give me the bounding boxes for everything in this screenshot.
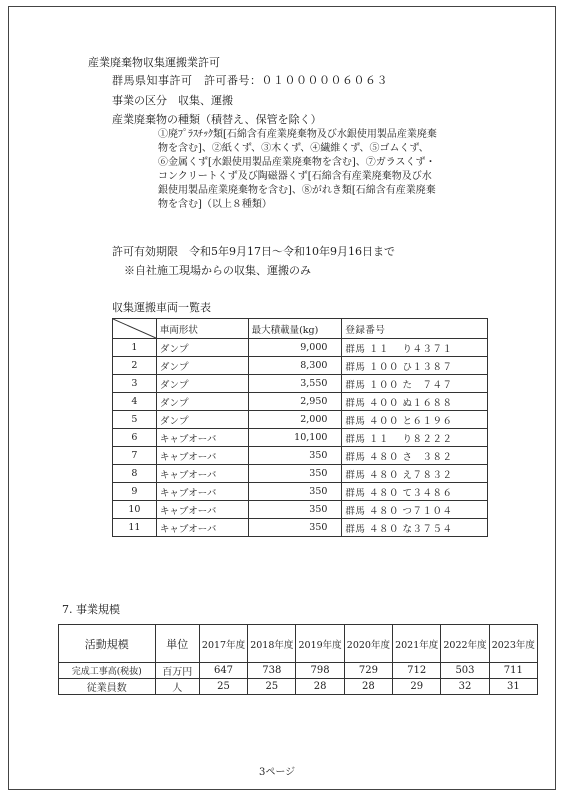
vehicle-max-load: 2,950 <box>248 393 342 411</box>
vehicle-registration: 群馬 １１ り４３７１ <box>342 339 488 357</box>
header-activity-scale: 活動規模 <box>59 625 156 663</box>
vehicle-no: 5 <box>113 411 157 429</box>
permit-note: ※自社施工現場からの収集、運搬のみ <box>124 264 311 277</box>
permit-validity: 許可有効期限 令和5年9月17日～令和10年9月16日まで <box>112 245 395 258</box>
vehicle-row <box>113 429 488 447</box>
row-value: 32 <box>441 679 489 695</box>
vehicle-no: 1 <box>113 339 157 357</box>
vehicle-no: 7 <box>113 447 157 465</box>
vehicle-shape: キャブオーバ <box>156 465 248 483</box>
permit-heading: 産業廃棄物収集運搬業許可 <box>88 56 220 69</box>
waste-types-detail-line: 物を含む]、②紙くず、③木くず、④繊維くず、⑤ゴムくず、 <box>158 143 429 154</box>
vehicle-shape: キャブオーバ <box>156 429 248 447</box>
header-unit: 単位 <box>155 625 199 663</box>
row-value: 25 <box>248 679 296 695</box>
vehicle-shape: ダンプ <box>156 357 248 375</box>
vehicle-shape: ダンプ <box>156 375 248 393</box>
vehicle-row <box>113 483 488 501</box>
header-year: 2022年度 <box>441 625 489 663</box>
business-scale-table <box>58 624 538 695</box>
row-unit: 人 <box>155 679 199 695</box>
vehicle-registration: 群馬 ４８０ さ ３８２ <box>342 447 488 465</box>
row-value: 729 <box>344 663 392 679</box>
permit-authority-line: 群馬県知事許可 許可番号：０１０００００６０６３ <box>112 74 388 87</box>
row-value: 647 <box>199 663 247 679</box>
header-year: 2021年度 <box>393 625 441 663</box>
vehicle-shape: ダンプ <box>156 339 248 357</box>
waste-types-detail-line: 銀使用製品産業廃棄物を含む]、⑧がれき類[石綿含有産業廃棄 <box>158 185 436 196</box>
vehicle-max-load: 350 <box>248 483 342 501</box>
row-value: 503 <box>441 663 489 679</box>
vehicle-shape: キャブオーバ <box>156 447 248 465</box>
vehicle-row <box>113 339 488 357</box>
waste-types-detail-line: ⑥金属くず[水銀使用製品産業廃棄物を含む]、⑦ガラスくず・ <box>158 157 436 168</box>
vehicle-shape: キャブオーバ <box>156 483 248 501</box>
row-value: 798 <box>296 663 344 679</box>
vehicle-no: 11 <box>113 519 157 537</box>
vehicle-no: 10 <box>113 501 157 519</box>
row-value: 712 <box>393 663 441 679</box>
vehicle-shape: ダンプ <box>156 411 248 429</box>
vehicle-row <box>113 393 488 411</box>
vehicle-no: 8 <box>113 465 157 483</box>
col-header-shape: 車両形状 <box>156 319 248 339</box>
vehicle-max-load: 9,000 <box>248 339 342 357</box>
diagonal-line <box>113 319 156 338</box>
row-value: 28 <box>296 679 344 695</box>
header-year: 2017年度 <box>199 625 247 663</box>
vehicle-registration: 群馬 ４８０ え７８３２ <box>342 465 488 483</box>
vehicle-registration: 群馬 ４８０ な３７５４ <box>342 519 488 537</box>
waste-types-detail-line: 物を含む]（以上８種類） <box>158 199 272 210</box>
vehicle-max-load: 2,000 <box>248 411 342 429</box>
vehicle-no: 4 <box>113 393 157 411</box>
vehicle-max-load: 3,550 <box>248 375 342 393</box>
business-category-line: 事業の区分 収集、運搬 <box>112 94 233 107</box>
vehicle-registration: 群馬 ４００ ぬ１６８８ <box>342 393 488 411</box>
business-scale-row <box>59 663 538 679</box>
vehicle-no: 3 <box>113 375 157 393</box>
vehicle-registration: 群馬 １００ ひ１３８７ <box>342 357 488 375</box>
row-value: 28 <box>344 679 392 695</box>
waste-types-line: 産業廃棄物の種類（積替え、保管を除く） <box>112 113 322 126</box>
vehicle-no: 9 <box>113 483 157 501</box>
row-value: 31 <box>489 679 537 695</box>
row-value: 29 <box>393 679 441 695</box>
vehicle-max-load: 350 <box>248 447 342 465</box>
col-header-weight: 最大積載量(kg) <box>248 319 342 339</box>
row-value: 25 <box>199 679 247 695</box>
vehicle-row <box>113 465 488 483</box>
vehicle-registration: 群馬 ４８０ て３４８６ <box>342 483 488 501</box>
vehicle-row <box>113 447 488 465</box>
vehicle-max-load: 350 <box>248 501 342 519</box>
vehicle-max-load: 350 <box>248 519 342 537</box>
vehicle-row <box>113 375 488 393</box>
vehicle-shape: ダンプ <box>156 393 248 411</box>
header-year: 2023年度 <box>489 625 537 663</box>
waste-types-detail <box>158 128 437 212</box>
vehicle-shape: キャブオーバ <box>156 501 248 519</box>
col-header-reg: 登録番号 <box>342 319 488 339</box>
vehicle-list-title: 収集運搬車両一覧表 <box>112 301 211 314</box>
waste-types-detail-line: コンクリートくず及び陶磁器くず[石綿含有産業廃棄物及び水 <box>158 171 432 182</box>
waste-types-detail-line: ①廃ﾌﾟﾗｽﾁｯｸ類[石綿含有産業廃棄物及び水銀使用製品産業廃棄 <box>158 129 437 140</box>
vehicle-row <box>113 357 488 375</box>
vehicle-no: 2 <box>113 357 157 375</box>
vehicle-registration: 群馬 １００ た ７４７ <box>342 375 488 393</box>
header-year: 2020年度 <box>344 625 392 663</box>
vehicle-row <box>113 519 488 537</box>
vehicle-shape: キャブオーバ <box>156 519 248 537</box>
vehicle-registration: 群馬 １１ り８２２２ <box>342 429 488 447</box>
page-number: 3ページ <box>259 767 296 778</box>
vehicle-table-header <box>113 319 488 339</box>
vehicle-table <box>112 318 488 537</box>
row-label: 完成工事高(税抜) <box>59 663 156 679</box>
business-scale-title: 7. 事業規模 <box>62 603 120 616</box>
business-scale-header <box>59 625 538 663</box>
row-label: 従業員数 <box>59 679 156 695</box>
vehicle-max-load: 8,300 <box>248 357 342 375</box>
row-unit: 百万円 <box>155 663 199 679</box>
header-year: 2018年度 <box>248 625 296 663</box>
vehicle-registration: 群馬 ４００ と６１９６ <box>342 411 488 429</box>
vehicle-no: 6 <box>113 429 157 447</box>
vehicle-max-load: 10,100 <box>248 429 342 447</box>
vehicle-registration: 群馬 ４８０ つ７１０４ <box>342 501 488 519</box>
vehicle-row <box>113 411 488 429</box>
vehicle-max-load: 350 <box>248 465 342 483</box>
vehicle-row <box>113 501 488 519</box>
row-value: 738 <box>248 663 296 679</box>
business-scale-row <box>59 679 538 695</box>
diagonal-corner-cell <box>113 319 157 339</box>
row-value: 711 <box>489 663 537 679</box>
header-year: 2019年度 <box>296 625 344 663</box>
